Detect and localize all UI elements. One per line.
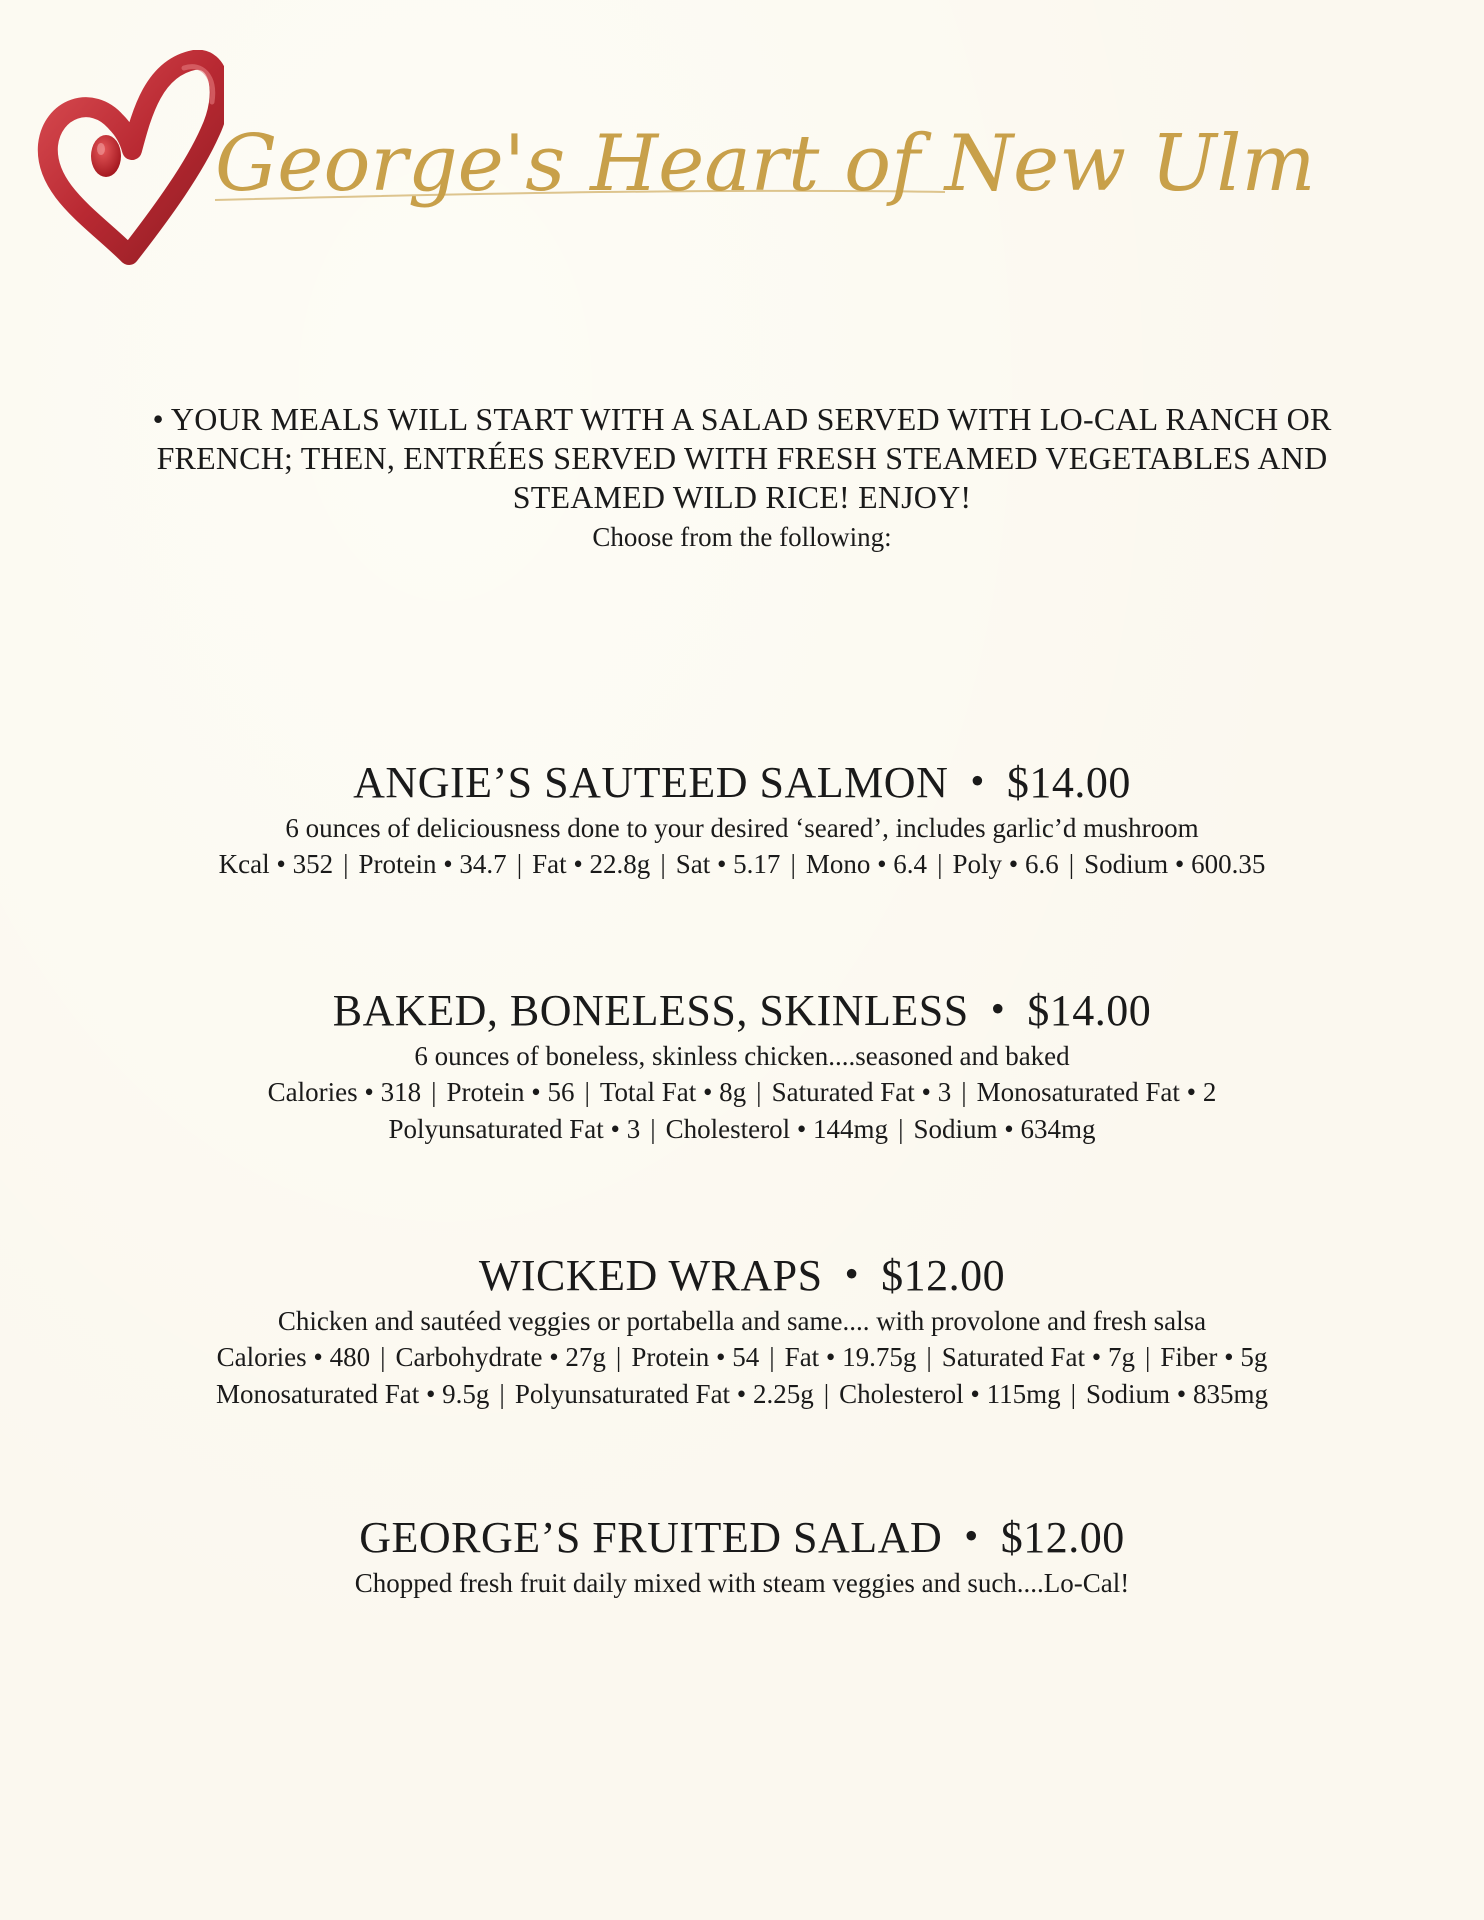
item-price: $14.00 xyxy=(1027,986,1152,1035)
nutrition-line xyxy=(40,1074,1444,1111)
separator: | xyxy=(769,1342,775,1372)
menu-item-wraps xyxy=(40,1250,1444,1413)
separator: | xyxy=(380,1342,386,1372)
item-description: Chicken and sautéed veggies or portabella and same.... with provolone and fresh salsa xyxy=(277,1306,1207,1336)
bullet: • xyxy=(964,1513,979,1558)
nutrition-value: Fat • 22.8g xyxy=(532,849,651,879)
nutrition-value: Polyunsaturated Fat • 3 xyxy=(388,1114,641,1144)
nutrition-value: Saturated Fat • 3 xyxy=(771,1077,952,1107)
item-price: $12.00 xyxy=(881,1251,1006,1300)
nutrition-line xyxy=(40,1111,1444,1148)
intro-line: • YOUR MEALS WILL START WITH A SALAD SERVED WITH LO-CAL RANCH OR xyxy=(152,401,1332,437)
nutrition-line xyxy=(40,1376,1444,1413)
separator: | xyxy=(1144,1342,1151,1372)
intro-section xyxy=(40,400,1444,555)
bullet: • xyxy=(990,986,1006,1031)
nutrition-value: Mono • 6.4 xyxy=(805,849,928,879)
separator: | xyxy=(823,1379,830,1409)
intro-line: FRENCH; THEN, ENTRÉES SERVED WITH FRESH STEAMED VEGETABLES AND xyxy=(156,440,1328,476)
separator: | xyxy=(937,849,943,879)
separator: | xyxy=(343,849,349,879)
separator: | xyxy=(756,1077,762,1107)
nutrition-value: Sodium • 835mg xyxy=(1086,1379,1268,1409)
nutrition-value: Cholesterol • 115mg xyxy=(839,1379,1061,1409)
nutrition-value: Calories • 480 xyxy=(216,1342,371,1372)
separator: | xyxy=(650,1114,656,1144)
separator: | xyxy=(961,1077,967,1107)
nutrition-value: Sodium • 600.35 xyxy=(1084,849,1266,879)
nutrition-value: Monosaturated Fat • 2 xyxy=(976,1077,1217,1107)
separator: | xyxy=(790,849,796,879)
nutrition-value: Total Fat • 8g xyxy=(599,1077,747,1107)
nutrition-value: Poly • 6.6 xyxy=(952,849,1059,879)
item-title xyxy=(40,1250,1444,1303)
nutrition-line xyxy=(40,1339,1444,1376)
menu-item-fruited-salad xyxy=(40,1512,1444,1601)
separator: | xyxy=(1070,1379,1077,1409)
item-title xyxy=(40,985,1444,1038)
separator: | xyxy=(431,1077,437,1107)
separator: | xyxy=(660,849,666,879)
nutrition-value: Protein • 34.7 xyxy=(358,849,507,879)
item-description: Chopped fresh fruit daily mixed with steam veggies and such....Lo-Cal! xyxy=(354,1568,1130,1598)
nutrition-value: Saturated Fat • 7g xyxy=(941,1342,1135,1372)
separator: | xyxy=(516,849,523,879)
heart-logo-icon xyxy=(34,50,224,280)
nutrition-value: Fiber • 5g xyxy=(1160,1342,1268,1372)
nutrition-value: Polyunsaturated Fat • 2.25g xyxy=(514,1379,814,1409)
item-name: ANGIE’S SAUTEED SALMON xyxy=(353,758,949,807)
intro-subline: Choose from the following: xyxy=(592,522,892,552)
script-logo xyxy=(205,100,1435,270)
separator: | xyxy=(898,1114,904,1144)
nutrition-value: Monosaturated Fat • 9.5g xyxy=(216,1379,490,1409)
nutrition-value: Fat • 19.75g xyxy=(784,1342,917,1372)
nutrition-value: Protein • 54 xyxy=(631,1342,760,1372)
nutrition-value: Protein • 56 xyxy=(446,1077,575,1107)
item-price: $12.00 xyxy=(1000,1513,1125,1562)
separator: | xyxy=(584,1077,590,1107)
nutrition-value: Sodium • 634mg xyxy=(913,1114,1096,1144)
separator: | xyxy=(1068,849,1075,879)
nutrition-value: Kcal • 352 xyxy=(218,849,334,879)
nutrition-value: Sat • 5.17 xyxy=(675,849,781,879)
separator: | xyxy=(926,1342,932,1372)
nutrition-value: Cholesterol • 144mg xyxy=(665,1114,889,1144)
bullet: • xyxy=(844,1251,860,1296)
item-title xyxy=(40,757,1444,810)
item-description: 6 ounces of boneless, skinless chicken....seasoned and baked xyxy=(414,1041,1070,1071)
nutrition-value: Carbohydrate • 27g xyxy=(395,1342,606,1372)
logo-script-text: George's Heart of New Ulm xyxy=(215,119,1316,209)
menu-item-salmon xyxy=(40,757,1444,883)
nutrition-value: Calories • 318 xyxy=(267,1077,422,1107)
intro-line: STEAMED WILD RICE! ENJOY! xyxy=(512,479,972,515)
menu-item-chicken xyxy=(40,985,1444,1148)
item-description: 6 ounces of deliciousness done to your desired ‘seared’, includes garlic’d mushroom xyxy=(285,813,1199,843)
item-name: GEORGE’S FRUITED SALAD xyxy=(359,1513,943,1562)
item-name: BAKED, BONELESS, SKINLESS xyxy=(332,986,969,1035)
item-price: $14.00 xyxy=(1006,758,1131,807)
item-name: WICKED WRAPS xyxy=(478,1251,823,1300)
nutrition-line xyxy=(40,846,1444,883)
separator: | xyxy=(499,1379,505,1409)
bullet: • xyxy=(970,758,985,803)
separator: | xyxy=(615,1342,622,1372)
item-title xyxy=(40,1512,1444,1565)
